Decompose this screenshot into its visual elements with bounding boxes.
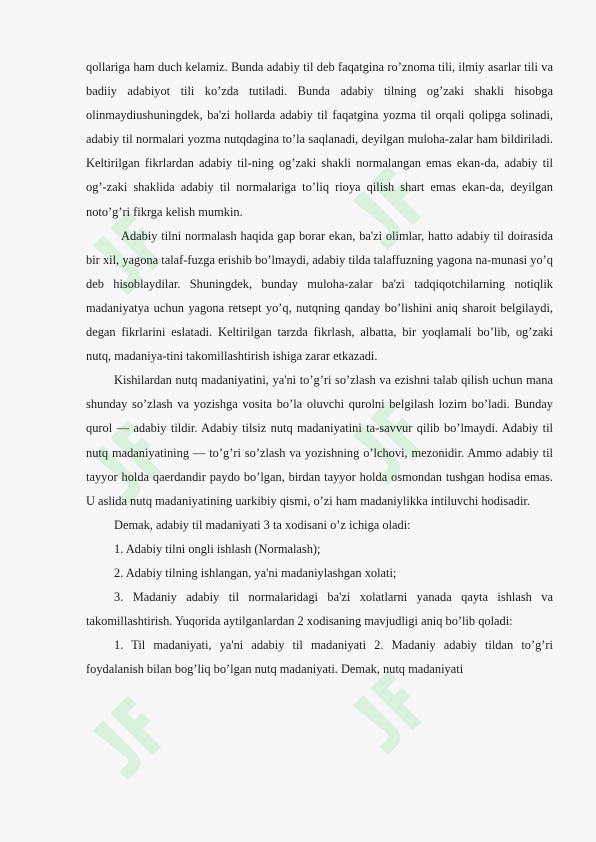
list-item: 2. Adabiy tilning ishlangan, ya'ni madaniylashgan xolati; — [114, 565, 397, 580]
watermark-logo-shape — [346, 695, 406, 755]
watermark-stamp — [86, 696, 171, 781]
document-body — [86, 55, 553, 681]
paragraph: qollariga ham duch kelamiz. Bunda adabiy til deb faqatgina ro’znoma tili, ilmiy asarlar tili va badiiy adabiyot tili ko’zda tutiladi. Bunda adabiy tilning og’zaki shakli hisobga olinmaydiushuningdek, ba'zi hollarda adabiy til faqatgina yozma til orqali qolipga solinadi, adabiy til normalari yozma nutqdagina to’la saqlanadi, deyilgan muloha-zalar ham bildiriladi. Keltirilgan fikrlardan adabiy til-ning og’zaki shakli normalangan emas ekan-da, adabiy til og’-zaki shaklida adabiy til normalariga to’liq rioya qilish shart emas ekan-da, deyilgan noto’g’ri fikrga kelish mumkin. — [86, 60, 553, 219]
list-item: 3. Madaniy adabiy til normalaridagi ba'zi xolatlarni yanada qayta ishlash va takomillashtirish. Yuqorida aytilganlardan 2 xodisaning mavjudligi aniq bo’lib qoladi: — [86, 590, 553, 629]
paragraph: Kishilardan nutq madaniyatini, ya'ni to’g’ri so’zlash va ezishni talab qilish uchun mana shunday so’zlash va yozishga vosita bo’la oluvchi qurolni belgilash lozim bo’ladi. Bunday qurol — adabiy tildir. Adabiy tilsiz nutq madaniyatini ta-savvur qilib bo’lmaydi. Adabiy til nutq madaniyatining — to’g’ri so’zlash va yozishning o’lchovi, mezonidir. Ammo adabiy til tayyor holda qaerdandir paydo bo’lgan, birdan tayyor holda osmondan tushgan hodisa emas. U aslida nutq madaniyatining uarkibiy qismi, o’zi ham madaniylikka intiluvchi hodisadir. — [86, 373, 553, 508]
watermark-logo-shape — [86, 720, 146, 780]
paragraph: 1. Til madaniyati, ya'ni adabiy til madaniyati 2. Madaniy adabiy tildan to’g’ri foydalanish bilan bog’liq bo’lgan nutq madaniyati. Demak, nutq madaniyati — [86, 638, 553, 677]
paragraph: Adabiy tilni normalash haqida gap borar ekan, ba'zi olimlar, hatto adabiy til doirasida bir xil, yagona talaf-fuzga erishib bo’lmaydi, adabiy tilda talaffuzning yagona na-munasi yo’q deb hisoblaydilar. Shuningdek, bunday muloha-zalar ba'zi tadqiqotchilarning notiqlik madaniyatya uchun yagona retsept yo’q, nutqning qanday bo’lishini aniq sharoit belgilaydi, degan fikrlarini eslatadi. Keltirilgan tarzda fikrlash, albatta, bir yoqlamali bo’lib, og’zaki nutq, madaniya-tini takomillashtirish ishiga zarar etkazadi. — [86, 228, 553, 364]
list-item: 1. Adabiy tilni ongli ishlash (Normalash); — [114, 541, 321, 556]
watermark-logo-shape — [110, 696, 170, 756]
paragraph: Demak, adabiy til madaniyati 3 ta xodisani o’z ichiga oladi: — [114, 517, 411, 532]
watermark-stamp — [346, 671, 431, 756]
